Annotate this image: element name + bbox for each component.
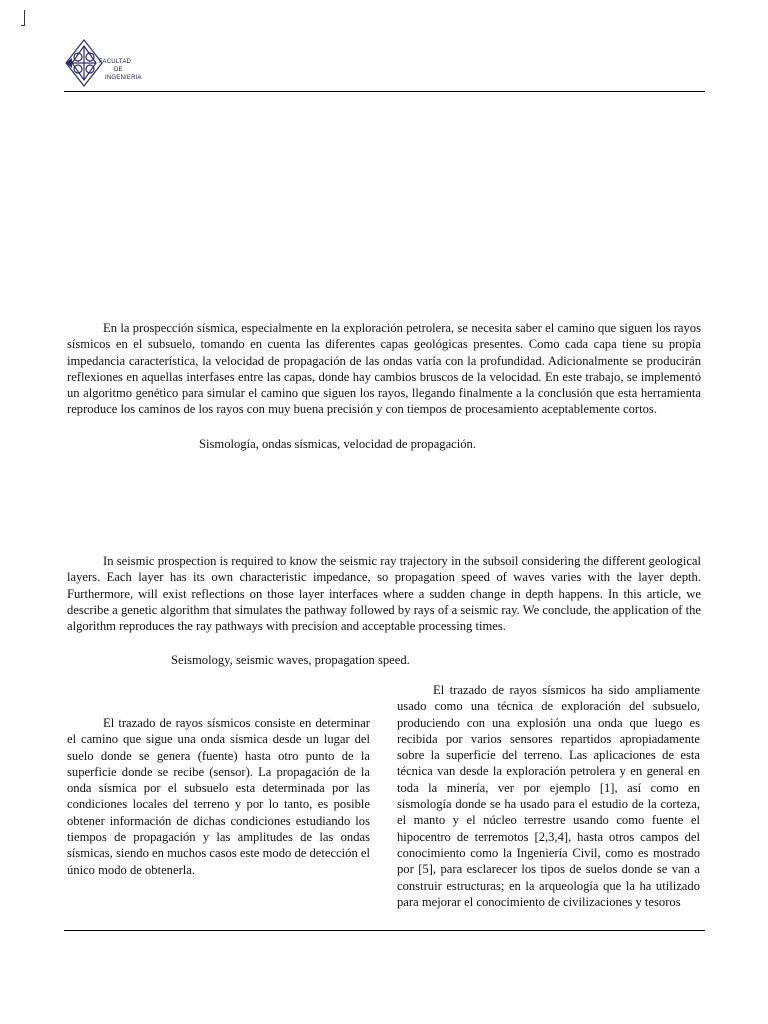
footer-rule (64, 930, 705, 931)
keywords-english: Seismology, seismic waves, propagation speed. (171, 653, 410, 667)
logo-text-line3: INGENIERIA (105, 75, 142, 81)
abstract-spanish: En la prospección sísmica, especialmente en la exploración petrolera, se necesita saber el camino que siguen los rayos sísmicos en el subsuelo, tomando en cuenta las diferentes capas geológicas presentes. Como cada capa tiene su propia impedancia característica, la velocidad de propagación de las ondas varía con la profundidad. Adicionalmente se producirán reflexiones en aquellas interfases entre las capas, donde hay cambios bruscos de la velocidad. En este trabajo, se implementó un algoritmo genético para simular el camino que siguen los rayos, llegando finalmente a la conclusión que esta herramienta reproduce los caminos de los rayos con muy buena precisión y con tiempos de procesamiento aceptablemente cortos. (67, 321, 701, 417)
logo-text-line1: FACULTAD (99, 59, 132, 65)
body-left-column: El trazado de rayos sísmicos consiste en determinar el camino que sigue una onda sísmica desde un lugar del suelo donde se genera (fuente) hasta otro punto de la superficie donde se recibe (sensor). La propagación de la onda sísmica por el subsuelo esta determinada por las condiciones locales del terreno y por lo tanto, es posible obtener información de dichas condiciones estudiando los tiempos de propagación y las amplitudes de las ondas sísmicas, siendo en muchos casos este modo de detección el único modo de obtenerla. (67, 716, 370, 877)
abstract-english: In seismic prospection is required to know the seismic ray trajectory in the subsoil considering the different geological layers. Each layer has its own characteristic impedance, so propagation speed of waves varies with the layer depth. Furthermore, will exist reflections on those layer interfaces where a sudden change in depth happens. In this article, we describe a genetic algorithm that simulates the pathway followed by rays of a seismic ray. We conclude, the application of the algorithm reproduces the ray pathways with precision and acceptable processing times. (67, 554, 701, 634)
body-right-column: El trazado de rayos sísmicos ha sido ampliamente usado como una técnica de exploración del subsuelo, produciendo con una explosión una onda que luego es recibida por varios sensores repartidos apropiadamente sobre la superficie del terreno. Las aplicaciones de esta técnica van desde la exploración petrolera y en general en toda la minería, ver por ejemplo [1], así como en sismología donde se ha usado para el estudio de la corteza, el manto y el núcleo terrestre usando como fuente el hipocentro de terremotos [2,3,4], hasta otros campos del conocimiento como la Ingeniería Civil, como es mostrado por [5], para esclarecer los tipos de suelos donde se van a construir estructuras; en la arqueología que la ha utilizado para mejorar el conocimiento de civilizaciones y tesoros (397, 683, 700, 909)
faculty-logo (64, 38, 184, 88)
crop-mark (24, 10, 25, 26)
keywords-spanish: Sismología, ondas sísmicas, velocidad de propagación. (199, 437, 477, 451)
header-rule (64, 91, 705, 92)
logo-text-line2: DE (114, 67, 123, 73)
